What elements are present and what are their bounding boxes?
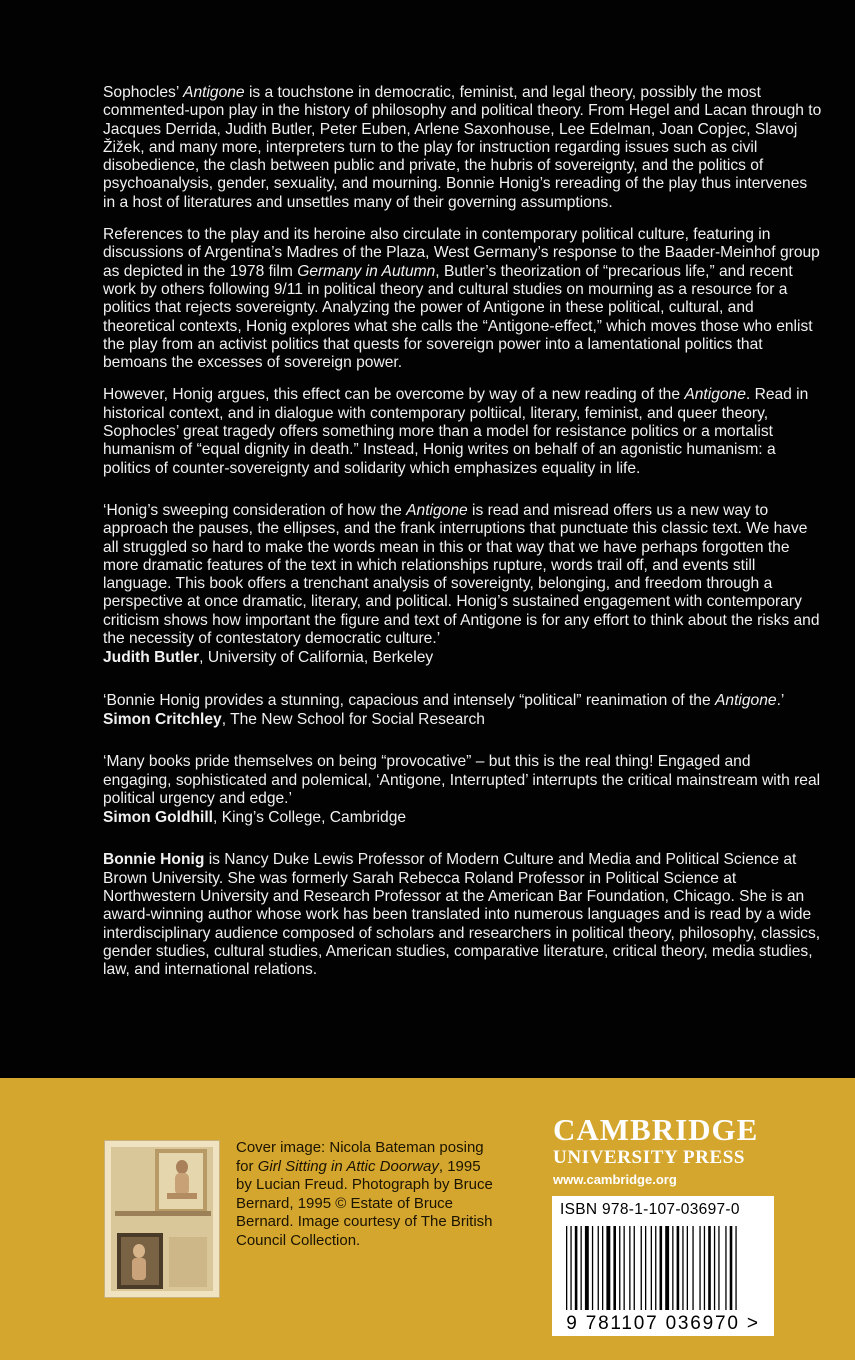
barcode-bar [613,1226,616,1310]
publisher-url: www.cambridge.org [553,1172,677,1187]
blurb-paragraph-2 [103,226,823,372]
blurb-column [103,84,823,993]
text: However, Honig argues, this effect can be overcome by way of a new reading of the [103,386,685,404]
barcode-bar [634,1226,635,1310]
reviewer-affiliation: , The New School for Social Research [221,710,485,728]
barcode-bar [645,1226,646,1310]
barcode-bars [552,1224,774,1314]
title-italic: Antigone [406,501,468,519]
text: , 1995 by Lucian Freud. Photograph by Bruce Bernard, 1995 © Estate of Bruce Bernard. Image courtesy of The British Council Collection. [236,1157,493,1249]
text: ‘Bonnie Honig provides a stunning, capacious and intensely “political” reanimation of the [103,691,715,709]
reviewer-name: Judith Butler [103,649,200,667]
blurb-paragraph-1 [103,84,823,212]
cover-photo-thumbnail [104,1140,220,1298]
barcode-bar [730,1226,733,1310]
text: is a touchstone in democratic, feminist, and legal theory, possibly the most commented-upon play in the history of philosophy and political theory. From Hegel and Lacan through to Jacques Derrida, Judith Butler, Peter Euben, Arlene Saxonhouse, Lee Edelman, Joan Copjec, Slavoj Žižek, and many more, interpreters turn to the play for instruction regarding issues such as civil disobedience, the clash between public and private, the hubris of sovereignty, and the politics of psychoanalysis, gender, sexuality, and mourning. Bonnie Honig’s rereading of the play thus intervenes in a host of literatures and unsettles many of their governing assumptions. [103,84,822,211]
barcode-bar [660,1226,663,1310]
barcode-bar [725,1226,726,1310]
isbn-label: ISBN 978-1-107-03697-0 [560,1201,740,1218]
review-quote-goldhill [103,753,823,808]
reviewer-name: Simon Critchley [103,710,222,728]
text: Sophocles’ [103,84,184,101]
barcode-bar [687,1226,688,1310]
review-attribution-critchley [103,711,823,729]
title-italic: Antigone [715,691,777,709]
text: . Read in historical context, and in dialogue with contemporary poltiical, literary, feminist, and queer theory, Sophocles’ great tragedy offers something more than a model for resistance politics or a mortalist humanism of “equal dignity in death.” Instead, Honig writes on behalf of an agonistic humanism: a politics of counter-sovereignty and solidarity which emphasizes equality in life. [103,386,809,477]
barcode-bar [619,1226,620,1310]
barcode-bar [598,1226,599,1310]
review-quote-butler [103,502,823,648]
barcode-bar [629,1226,630,1310]
publisher-logo [553,1114,783,1187]
publisher-press: UNIVERSITY PRESS [553,1147,746,1168]
author-bio [103,851,823,979]
text: ‘Many books pride themselves on being “provocative” – but this is the real thing! Engaged and engaging, sophisticated and polemical, ‘Antigone, Interrupted’ interrupts the critical mainstream with real political urgency and edge.’ [103,753,821,807]
isbn-barcode-box [552,1196,774,1336]
text: References to the play and its heroine also circulate in contemporary political culture, featuring in discussions of Argentina’s Madres of the Plaza, West Germany’s response to the Baader-Meinhof group as depicted in the 1978 film [103,226,820,280]
reviewer-affiliation: , University of California, Berkeley [199,649,434,667]
title-italic: Antigone [684,386,746,404]
author-name: Bonnie Honig [103,851,205,869]
barcode-bar [570,1226,571,1310]
text: ‘Honig’s sweeping consideration of how the [103,501,407,519]
title-italic: Germany in Autumn [297,262,436,280]
author-bio-text: is Nancy Duke Lewis Professor of Modern Culture and Media and Political Science at Brown University. She was formerly Sarah Rebecca Roland Professor in Political Science at Northwestern University and Research Professor at the American Bar Foundation, Chicago. She is an award-winning author whose work has been translated into numerous languages and is read by a wide interdisciplinary audience composed of scholars and researchers in political theory, philosophy, classics, gender studies, cultural studies, American studies, comparative literature, critical theory, media studies, law, and international relations. [103,851,821,979]
review-attribution-butler [103,649,823,667]
barcode-bar [655,1226,656,1310]
text: is read and misread offers us a new way to approach the pauses, the ellipses, and the frank interruptions that punctuate this classic text. We have all struggled so hard to make the words mean in this or that way that we have perhaps forgotten the more dramatic features of the text in which relationships rupture, words trail off, and events still language. This book offers a trenchant analysis of sovereignty, belonging, and freedom through a perspective at once dramatic, literary, and political. Honig’s sustained engagement with contemporary criticism shows how important the figure and text of Antigone is for any effort to think about the risks and the necessity of contestatory democratic culture.’ [103,501,820,648]
text: .’ [776,691,785,709]
barcode-bar [699,1226,700,1310]
barcode-digits: 9 781107 036970 > [566,1313,760,1334]
barcode-bar [714,1226,715,1310]
barcode-bar [704,1226,705,1310]
barcode-bar [692,1226,693,1310]
text: Cover image: Nicola Bateman posing for [236,1139,484,1175]
title-italic: Girl Sitting in Attic Doorway [257,1157,439,1175]
barcode-bar [651,1226,652,1310]
barcode-bar [592,1226,593,1310]
barcode-bar [682,1226,683,1310]
reviewer-name: Simon Goldhill [103,809,214,827]
barcode-bar [677,1226,680,1310]
barcode-bar [708,1226,711,1310]
blurb-paragraph-3 [103,386,823,477]
barcode-bar [735,1226,736,1310]
barcode-bar [602,1226,603,1310]
barcode-bar [575,1226,578,1310]
barcode-bar [566,1226,567,1310]
cover-image-caption [236,1139,496,1251]
barcode-bar [718,1226,719,1310]
text: , Butler’s theorization of “precarious life,” and recent work by others following 9/11 in political theory and cultural studies on mourning as a resource for a politics that rejects sovereignty. Analyzing the power of Antigone in these political, cultural, and theoretical contexts, Honig explores what she calls the “Antigone-effect,” which moves those who enlist the play from an activist politics that quests for sovereign power into a lamentational politics that bemoans the excesses of sovereign power. [103,262,813,372]
reviewer-affiliation: , King’s College, Cambridge [213,809,407,827]
review-quote-critchley [103,692,823,710]
barcode-bar [606,1226,610,1310]
barcode-bar [581,1226,582,1310]
publisher-name: CAMBRIDGE [553,1112,759,1147]
cover-photo-image [105,1141,219,1297]
barcode-bar [585,1226,589,1310]
barcode-bar [624,1226,625,1310]
review-attribution-goldhill [103,809,823,827]
barcode-bar [672,1226,673,1310]
barcode-bar [641,1226,642,1310]
barcode-bar [665,1226,669,1310]
title-italic: Antigone [183,84,245,101]
